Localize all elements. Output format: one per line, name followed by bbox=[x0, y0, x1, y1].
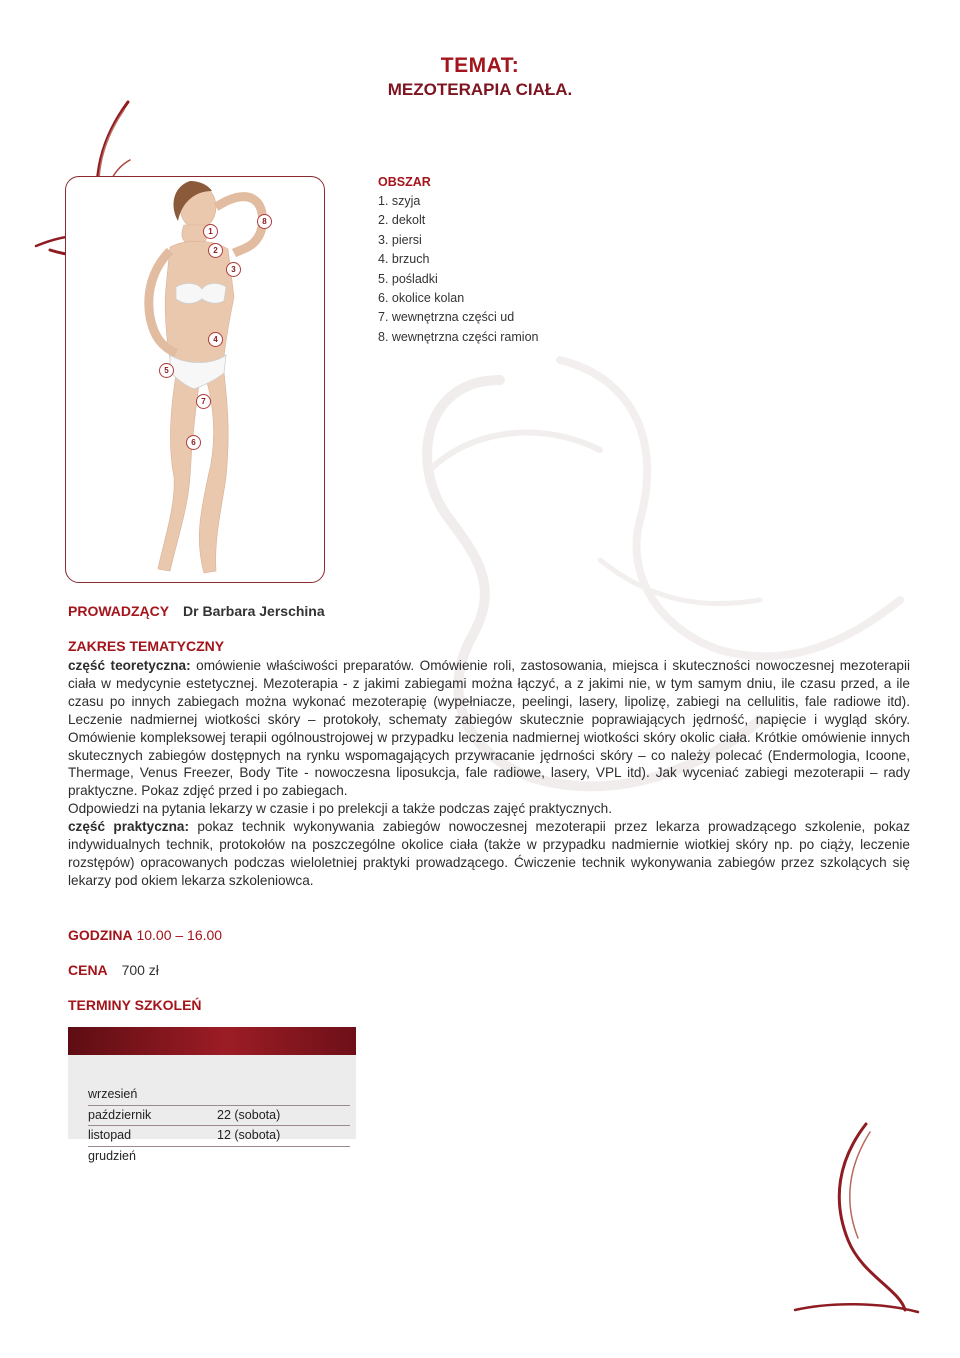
area-item: 8. wewnętrzna części ramion bbox=[378, 329, 539, 344]
theory-text: omówienie właściwości preparatów. Omówienie roli, zastosowania, miejsca i skuteczności nowoczesnej mezoterapii ciała w medycynie estetycznej. Mezoterapia - z jakimi zabiegami można łączyć, a z jakimi nie, w tym samym dniu, ile czasu przed, a ile czasu po innych zabiegach można wykonać mezoterapię (wypełniacze, peelingi, lasery, lipolizę, zabiegi na cellulitis, fale radiowe itd). Leczenie nadmiernej wiotkości skóry – protokoły, schematy zabiegów skutecznie poprawiających jędrność, napięcie i wygląd skóry. Omówienie kompleksowej terapii ogólnoustrojowej w przypadku leczenia nadmiernej wiotkości skóry okolic ciała. Krótkie omówienie innych skutecznych zabiegów dostępnych na rynku wspomagających przywracanie jędrności skóry – co należy polecać (Endermologia, Icoone, Thermage, Venus Freezer, Body Tite - nowoczesna liposukcja, fale radiowe, lasery, VPL itd). Jak wyceniać zabiegi mezoterapii – rady praktyczne. Pokaz zdjęć przed i po zabiegach. bbox=[68, 658, 910, 799]
table-row bbox=[88, 1147, 350, 1167]
price-line bbox=[68, 962, 159, 978]
dates-heading: TERMINY SZKOLEŃ bbox=[68, 997, 202, 1013]
price-label: CENA bbox=[68, 962, 108, 978]
area-item: 2. dekolt bbox=[378, 213, 426, 228]
hours-line bbox=[68, 927, 222, 943]
area-item: 4. brzuch bbox=[378, 252, 430, 267]
table-row bbox=[88, 1106, 350, 1127]
month-cell: grudzień bbox=[88, 1148, 136, 1163]
lecturer-line bbox=[68, 603, 325, 619]
theory-paragraph bbox=[68, 657, 910, 800]
qa-paragraph: Odpowiedzi na pytania lekarzy w czasie i po prelekcji a także podczas zajęć praktycznych. bbox=[68, 801, 613, 817]
lecturer-label: PROWADZĄCY bbox=[68, 603, 170, 619]
theory-label: część teoretyczna: bbox=[68, 658, 191, 673]
scope-description bbox=[68, 657, 910, 890]
marker-3: 3 bbox=[226, 262, 241, 277]
date-cell: 22 (sobota) bbox=[217, 1107, 281, 1122]
month-cell: październik bbox=[88, 1107, 152, 1122]
month-cell: listopad bbox=[88, 1128, 132, 1142]
topic-label: TEMAT: bbox=[440, 54, 520, 77]
area-heading: OBSZAR bbox=[378, 175, 431, 189]
practice-label: część praktyczna: bbox=[68, 819, 189, 835]
marker-5: 5 bbox=[159, 363, 174, 378]
dates-table bbox=[68, 1027, 356, 1163]
practice-paragraph bbox=[68, 818, 910, 890]
topic-title: MEZOTERAPIA CIAŁA. bbox=[387, 80, 573, 99]
marker-7: 7 bbox=[196, 394, 211, 409]
marker-2: 2 bbox=[208, 243, 223, 258]
month-cell: wrzesień bbox=[88, 1087, 138, 1101]
date-cell: 12 (sobota) bbox=[217, 1128, 281, 1142]
area-item: 5. pośladki bbox=[378, 271, 438, 286]
area-item: 7. wewnętrzna części ud bbox=[378, 310, 515, 325]
lecturer-name: Dr Barbara Jerschina bbox=[183, 603, 325, 619]
price-value: 700 zł bbox=[121, 962, 159, 978]
area-item: 1. szyja bbox=[378, 194, 421, 208]
area-item: 3. piersi bbox=[378, 232, 422, 247]
scope-heading: ZAKRES TEMATYCZNY bbox=[68, 638, 225, 654]
practice-text: pokaz technik wykonywania zabiegów nowoczesnej mezoterapii przez lekarza prowadzącego szkolenie, pokaz indywidualnych technik, protokołów na poszczególne okolice ciała (także w przypadku nadmiernie wiotkiej skóry np. po ciąży, leczenie rozstępów) opracowanych podczas wieloletniej praktyki prowadzącego. Ćwiczenie technik wykonywania zabiegów przez szkolących się lekarzy pod okiem lekarza szkoleniowca. bbox=[68, 819, 910, 888]
dates-table-header bbox=[68, 1027, 356, 1055]
model-photo-frame bbox=[65, 176, 325, 583]
area-item: 6. okolice kolan bbox=[378, 290, 465, 305]
marker-4: 4 bbox=[208, 332, 223, 347]
table-row bbox=[88, 1085, 350, 1106]
model-photo bbox=[66, 177, 324, 582]
area-list bbox=[378, 175, 538, 349]
marker-8: 8 bbox=[257, 214, 272, 229]
marker-1: 1 bbox=[203, 224, 218, 239]
marker-6: 6 bbox=[186, 435, 201, 450]
table-row bbox=[88, 1126, 350, 1147]
hours-value: 10.00 – 16.00 bbox=[136, 927, 223, 943]
hours-label: GODZINA bbox=[68, 927, 133, 943]
